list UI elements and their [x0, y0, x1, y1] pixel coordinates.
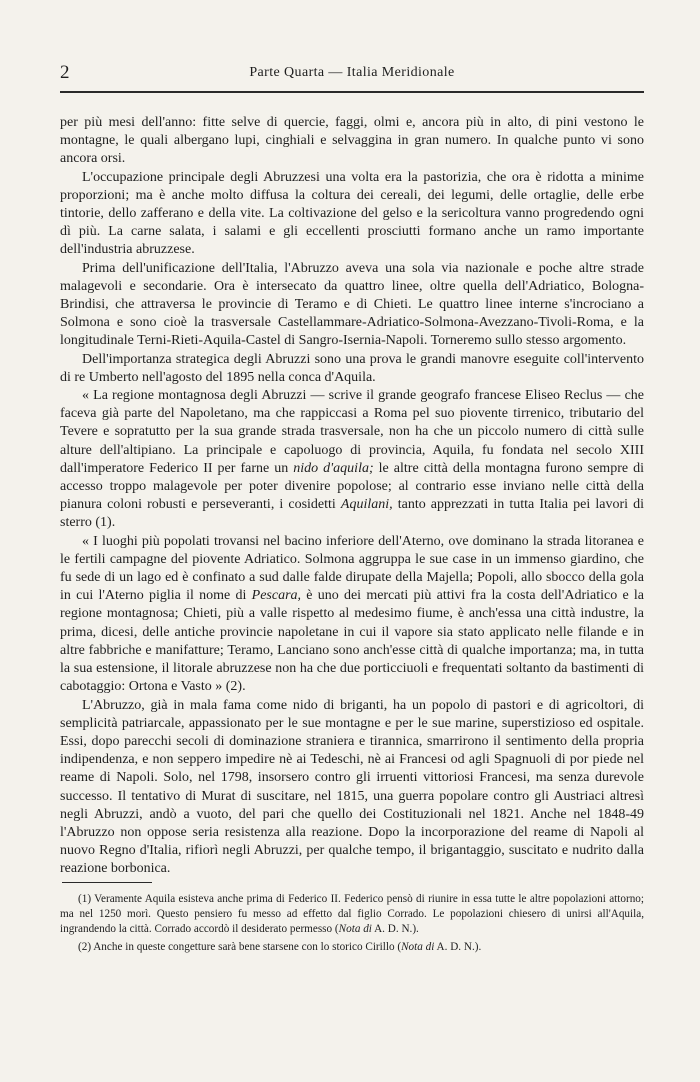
footnote-1	[60, 892, 644, 938]
page-header	[60, 62, 644, 86]
paragraph-7: L'Abruzzo, già in mala fama come nido di briganti, ha un popolo di pastori e di agricoltori, di semplicità patriarcale, appassionato per le sue montagne e per le sue marine, superstizioso ed ospitale. Essi, dopo parecchi secoli di dominazione straniera e tirannica, smarrirono il sentimento della propria indipendenza, e non seppero impedire nè ai Tedeschi, nè ai Francesi od agli Spagnuoli di por piede nel reame di Napoli. Solo, nel 1798, insorsero contro gli irruenti vittoriosi Francesi, ma senza durevole successo. Il tentativo di Murat di suscitare, nel 1815, una guerra popolare contro gli Austriaci altresì negli Abruzzi, andò a vuoto, del pari che quello dei Costituzionali nel 1821. Anche nel 1848-49 l'Abruzzo non oppose seria resistenza alla reazione. Dopo la incorporazione del reame di Napoli al nuovo Regno d'Italia, rifiorì negli Abruzzi, per qualche tempo, il brigantaggio, suscitato e nudrito dalla reazione borbonica.	[60, 697, 644, 877]
text-run: le altre città della montagna furono sempre di accesso troppo malagevole per poter divenire popolose; al contrario esse inviano nelle città della pianura coloni robusti e perseveranti, i cosidetti	[60, 460, 644, 513]
running-head: Parte Quarta — Italia Meridionale	[249, 65, 455, 80]
text-run: tanto apprezzati in tutta Italia pei lavori di sterro (1).	[60, 497, 644, 531]
paragraph-6-reclus-quote	[60, 533, 644, 697]
text-run: A. D. N.).	[434, 940, 482, 953]
paragraph-5-reclus-quote	[60, 387, 644, 533]
footnote-rule	[62, 882, 152, 883]
text-run: A. D. N.).	[371, 923, 419, 936]
paragraph-4: Dell'importanza strategica degli Abruzzi sono una prova le grandi manovre eseguite coll'intervento di re Umberto nell'agosto del 1895 nella conca d'Aquila.	[60, 351, 644, 385]
paragraph-3: Prima dell'unificazione dell'Italia, l'Abruzzo aveva una sola via nazionale e poche altre strade malagevoli e secondarie. Ora è intersecato da quattro linee, oltre quella dell'Adriatico, Bologna-Brindisi, che attraversa le provincie di Teramo e di Chieti. Le quattro linee interne s'incrociano a Solmona e sono cioè la trasversale Castellammare-Adriatico-Solmona-Avezzano-Tivoli-Roma, e la longitudinale Terni-Rieti-Aquila-Castel di Sangro-Isernia-Napoli. Torneremo sullo stesso argomento.	[60, 260, 644, 349]
text-run: « I luoghi più popolati trovansi nel bacino inferiore dell'Aterno, ove dominano la strada litoranea e le fertili campagne del piovente Adriatico. Solmona aggruppa le sue case in un immenso giardino, che fu sede di un lago ed è confinato a sud dalle falde dirupate della Majella; Popoli, allo sbocco della gola in cui l'Aterno piglia il nome di	[60, 533, 644, 604]
italic-phrase: nido d'aquila;	[293, 460, 374, 476]
text-run: è uno dei mercati più attivi fra la costa dell'Adriatico e la regione montagnosa; Chieti, più a valle rispetto al medesimo fiume, è anch'essa una città industre, la prima, dicesi, delle antiche provincie napoletane in cui il vapore sia stato applicato nelle filande e in altre fabbriche e manifatture; Teramo, Lanciano sono anch'esse città di qualche importanza; ma, in tutta la sua estensione, il litorale abruzzese non ha che due porticciuoli e frequentati soltanto da bastimenti di cabotaggio: Ortona e Vasto » (2).	[60, 588, 645, 695]
page-number: 2	[60, 62, 70, 83]
italic-phrase: Pescara,	[251, 588, 302, 604]
italic-phrase: Nota di	[338, 923, 372, 936]
body-text	[60, 114, 644, 879]
footnote-2	[60, 940, 644, 955]
footnotes	[60, 892, 644, 955]
text-run: (1) Veramente Aquila esisteva anche prima di Federico II. Federico pensò di riunire in essa tutte le altre popolazioni attorno; ma nel 1250 morì. Questo pensiero fu messo ad effetto dal figlio Corrado. Le popolazioni chiesero di unirsi all'Aquila, ingrandendo la città. Corrado accordò il desiderato permesso (	[60, 893, 644, 936]
italic-phrase: Nota di	[401, 940, 435, 953]
text-run: (2) Anche in queste congetture sarà bene starsene con lo storico Cirillo (	[78, 940, 402, 953]
italic-phrase: Aquilani,	[340, 497, 393, 513]
paragraph-2: L'occupazione principale degli Abruzzesi una volta era la pastorizia, che ora è ridotta a minime proporzioni; ma è anche molto diffusa la coltura dei cereali, dei legumi, delle ortaglie, delle erbe tintorie, dello zafferano e della vite. La coltivazione del gelso e la sericoltura vanno progredendo ogni dì più. La carne salata, i salami e gli eccellenti prosciutti formano anche un ramo importante dell'industria abruzzese.	[60, 169, 644, 258]
text-run: « La regione montagnosa degli Abruzzi — scrive il grande geografo francese Eliseo Reclus — che faceva già parte del Napoletano, ma che rappiccasi a Roma pel suo piovente tirrenico, tributario del Tevere e sopratutto per la sua grande strada trasversale, non ha che un piccolo numero di città sulle alture dell'altipiano. La principale e capoluogo di provincia, Aquila, fu fondata nel secolo XIII dall'imperatore Federico II per farne un	[60, 388, 644, 476]
paragraph-1: per più mesi dell'anno: fitte selve di quercie, faggi, olmi e, ancora più in alto, di pini vestono le montagne, le quali albergano lupi, cinghiali e selvaggina in gran numero. In qualche punto vi sono ancora orsi.	[60, 115, 644, 167]
header-rule	[60, 91, 644, 93]
